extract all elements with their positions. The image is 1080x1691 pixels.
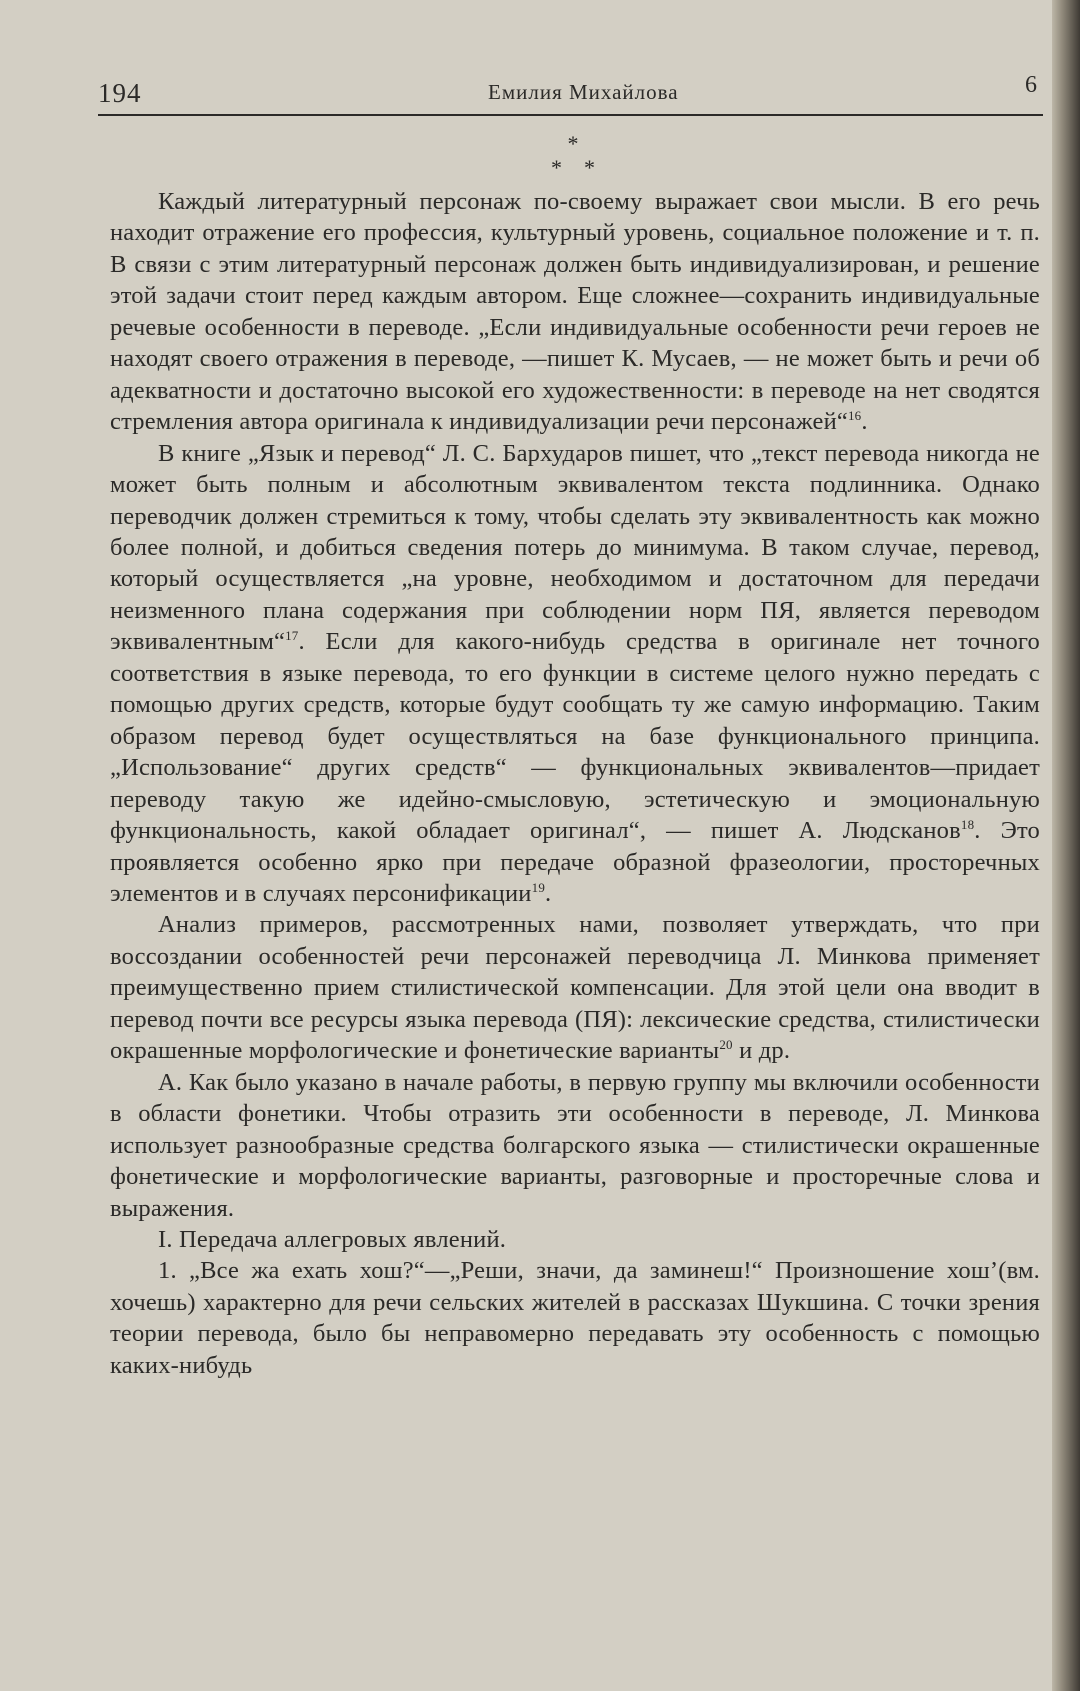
ornament-bottom-stars: * * bbox=[551, 155, 595, 180]
footnote-ref-17: 17 bbox=[285, 628, 299, 644]
header-rule bbox=[98, 114, 1043, 116]
footnote-ref-18: 18 bbox=[960, 816, 975, 832]
footnote-ref-19: 19 bbox=[531, 879, 546, 895]
body-text bbox=[110, 186, 1040, 1381]
paragraph-2-tail-2: . Это проявляется особенно ярко при передаче образной фразеологии, просторечных элементов и в случаях персонификации bbox=[110, 817, 1041, 907]
page-header bbox=[98, 72, 1043, 116]
section-heading bbox=[110, 1224, 1040, 1255]
paragraph-1-tail: . bbox=[861, 408, 868, 436]
paragraph-2-tail-3: . bbox=[545, 879, 552, 907]
paragraph-3-tail: и др. bbox=[732, 1037, 791, 1065]
footnote-ref-16: 16 bbox=[847, 408, 862, 424]
paragraph-3-text: Анализ примеров, рассмотренных нами, позволяет утверждать, что при воссоздании особенностей речи персонажей переводчица Л. Минкова применяет преимущественно прием стилистической компенсации. Для этой цели она вводит в перевод почти все ресурсы языка перевода (ПЯ): лексические средства, стилистически окрашенные морфологические и фонетические варианты bbox=[110, 911, 1040, 1065]
page-edge-shadow bbox=[1052, 0, 1080, 1691]
paragraph-2 bbox=[110, 438, 1040, 910]
section-heading-text: I. Передача аллегровых явлений. bbox=[158, 1225, 507, 1253]
footnote-ref-20: 20 bbox=[719, 1037, 733, 1053]
paragraph-3 bbox=[110, 909, 1040, 1066]
paragraph-4-text: А. Как было указано в начале работы, в первую группу мы включили особенности в области фонетики. Чтобы отразить эти особенности в переводе, Л. Минкова использует разнообразные средства болгарского языка — стилистически окрашенные фонетические и морфологические варианты, разговорные и просторечные слова и выражения. bbox=[110, 1068, 1040, 1222]
paragraph-1-text: Каждый литературный персонаж по-своему выражает свои мысли. В его речь находит отражение его профессия, культурный уровень, социальное положение и т. п. В связи с этим литературный персонаж должен быть индивидуализирован, и решение этой задачи стоит перед каждым автором. Еще сложнее—сохранить индивидуальные речевые особенности в переводе. „Если индивидуальные особенности речи героев не находят своего отражения в переводе, —пишет К. Мусаев, — не может быть и речи об адекватности и достаточно высокой его художественности: в переводе на нет сводятся стремления автора оригинала к индивидуализации речи персонажей“ bbox=[110, 188, 1040, 436]
paragraph-2-tail: . Если для какого-нибудь средства в оригинале нет точного соответствия в языке перевода, то его функции в системе целого нужно передать с помощью других средств, которые будут сообщать ту же самую информацию. Таким образом перевод будет осуществляться на базе функционального принципа. „Использование“ других средств“ — функциональных эквивалентов—придает переводу такую же идейно-смысловую, эстетическую и эмоциональную функциональность, какой обладает оригинал“, — пишет А. Людсканов bbox=[110, 628, 1040, 845]
ornament-top-star: * bbox=[567, 131, 579, 156]
signature-mark: 6 bbox=[1025, 72, 1037, 98]
paragraph-6 bbox=[110, 1255, 1040, 1381]
paragraph-1 bbox=[110, 186, 1040, 438]
paragraph-6-text: 1. „Все жа ехать хош?“—„Реши, значи, да заминеш!“ Произношение хош’(вм. хочешь) характерно для речи сельских жителей в рассказах Шукшина. С точки зрения теории перевода, было бы неправомерно передавать эту особенность с помощью каких-нибудь bbox=[110, 1257, 1040, 1379]
section-ornament bbox=[528, 132, 618, 182]
paragraph-4 bbox=[110, 1067, 1040, 1224]
page-number: 194 bbox=[98, 78, 142, 108]
running-head: Емилия Михайлова bbox=[488, 80, 679, 104]
paragraph-2-text: В книге „Язык и перевод“ Л. С. Бархударов пишет, что „текст перевода никогда не может быть полным и абсолютным эквивалентом текста подлинника. Однако переводчик должен стремиться к тому, чтобы сделать эту эквивалентность как можно более полной, и добиться сведения потерь до минимума. В таком случае, перевод, который осуществляется „на уровне, необходимом и достаточном для передачи неизменного плана содержания при соблюдении норм ПЯ, является переводом эквивалентным“ bbox=[110, 439, 1040, 656]
